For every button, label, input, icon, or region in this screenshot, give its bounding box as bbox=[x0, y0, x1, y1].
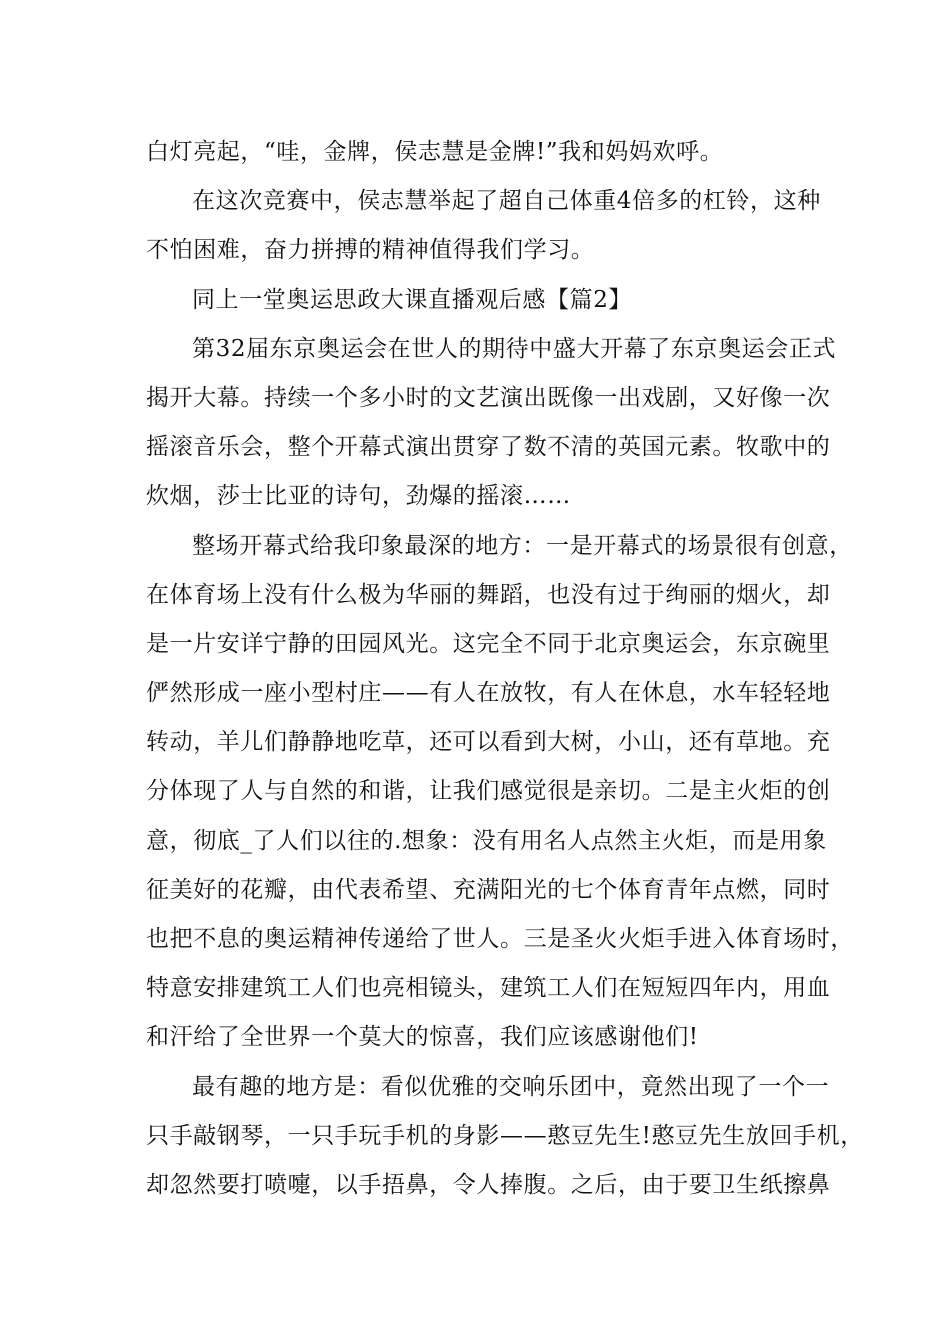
text-line: 却忽然要打喷嚏，以手捂鼻，令人捧腹。之后，由于要卫生纸擦鼻 bbox=[146, 1171, 831, 1198]
section-heading: 同上一堂奥运思政大课直播观后感【篇2】 bbox=[192, 286, 633, 313]
text-line: 不怕困难，奋力拼搏的精神值得我们学习。 bbox=[146, 237, 595, 264]
text-line: 意，彻底_了人们以往的.想象：没有用名人点然主火炬，而是用象 bbox=[146, 827, 827, 854]
text-line: 俨然形成一座小型村庄——有人在放牧，有人在休息，水车轻轻地 bbox=[146, 680, 831, 707]
text-line: 在体育场上没有什么极为华丽的舞蹈，也没有过于绚丽的烟火，却 bbox=[146, 581, 831, 608]
text-line: 征美好的花瓣，由代表希望、充满阳光的七个体育青年点燃，同时 bbox=[146, 876, 831, 903]
text-line: 和汗给了全世界一个莫大的惊喜，我们应该感谢他们! bbox=[146, 1024, 699, 1051]
document-body bbox=[146, 128, 864, 1210]
text-line: 白灯亮起，“哇，金牌，侯志慧是金牌!”我和妈妈欢呼。 bbox=[146, 139, 724, 165]
text-line: 是一片安详宁静的田园风光。这完全不同于北京奥运会，东京碗里 bbox=[146, 630, 831, 657]
text-line: 只手敲钢琴，一只手玩手机的身影——憨豆先生!憨豆先生放回手机， bbox=[146, 1122, 864, 1149]
text-line: 在这次竞赛中，侯志慧举起了超自己体重4倍多的杠铃，这种 bbox=[192, 188, 821, 215]
text-line: 分体现了人与自然的和谐，让我们感觉很是亲切。二是主火炬的创 bbox=[146, 778, 831, 805]
text-line: 第32届东京奥运会在世人的期待中盛大开幕了东京奥运会正式 bbox=[192, 335, 837, 362]
text-line: 炊烟，莎士比亚的诗句，劲爆的摇滚…… bbox=[146, 483, 571, 510]
text-line: 也把不息的奥运精神传递给了世人。三是圣火火炬手进入体育场时， bbox=[146, 926, 854, 952]
text-line: 转动，羊儿们静静地吃草，还可以看到大树，小山，还有草地。充 bbox=[146, 729, 831, 756]
text-line: 揭开大幕。持续一个多小时的文艺演出既像一出戏剧，又好像一次 bbox=[146, 384, 831, 411]
text-line: 特意安排建筑工人们也亮相镜头，建筑工人们在短短四年内，用血 bbox=[146, 975, 831, 1002]
text-line: 摇滚音乐会，整个开幕式演出贯穿了数不清的英国元素。牧歌中的 bbox=[146, 434, 831, 461]
text-line: 最有趣的地方是：看似优雅的交响乐团中，竟然出现了一个一 bbox=[192, 1073, 830, 1100]
text-line: 整场开幕式给我印象最深的地方：一是开幕式的场景很有创意， bbox=[192, 532, 853, 559]
